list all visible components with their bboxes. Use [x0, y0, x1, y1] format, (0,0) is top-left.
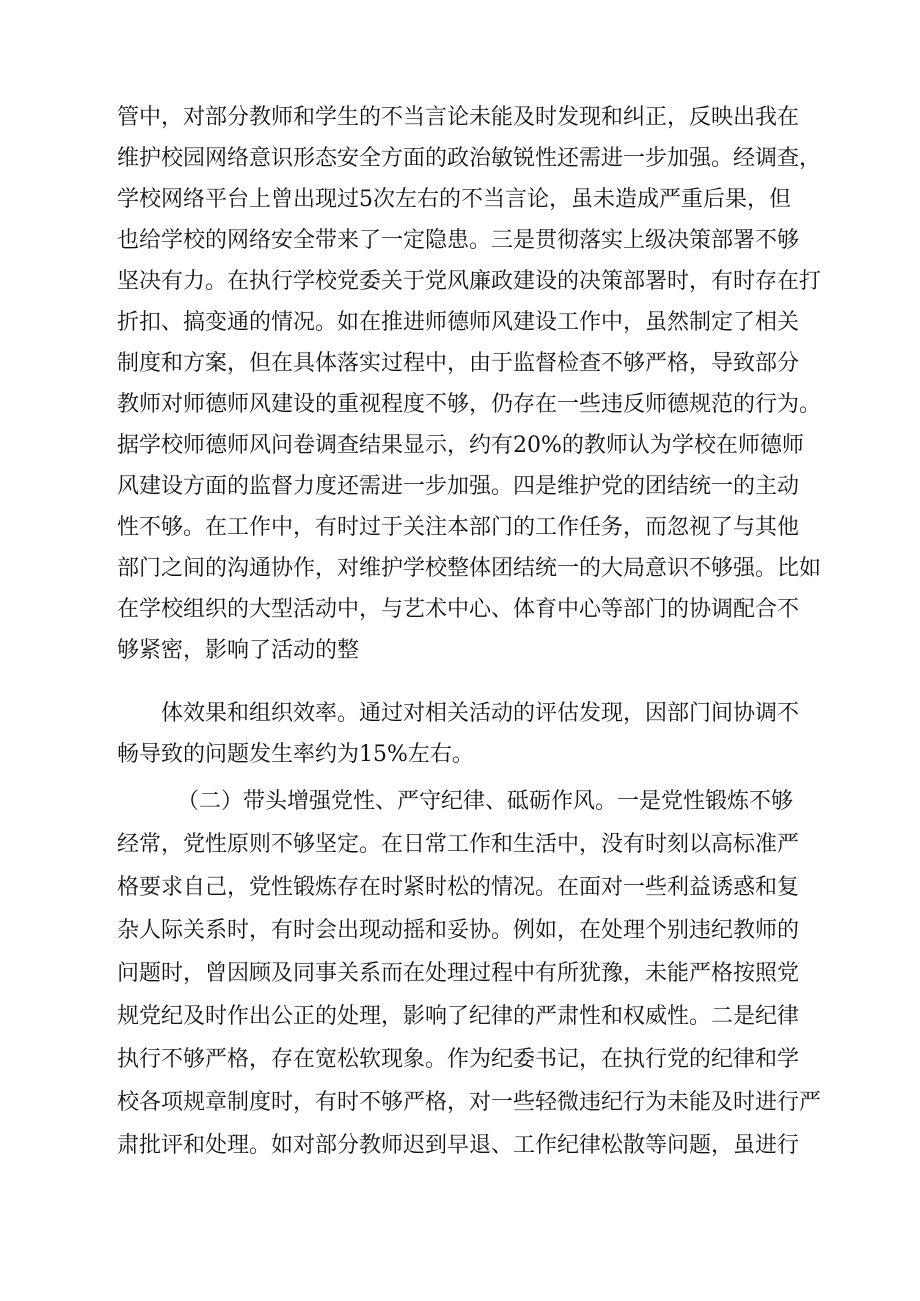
text-line: 校各项规章制度时，有时不够严格，对一些轻微违纪行为未能及时进行严: [117, 1090, 822, 1115]
text-line: 体效果和组织效率。通过对相关活动的评估发现，因部门间协调不: [161, 701, 800, 726]
text-line: 管中，对部分教师和学生的不当言论未能及时发现和纠正，反映出我在: [117, 105, 800, 130]
text-line: 教师对师德师风建设的重视程度不够，仍存在一些违反师德规范的行为。: [117, 392, 822, 417]
text-line: 经常，党性原则不够坚定。在日常工作和生活中，没有时刻以高标准严: [117, 832, 800, 857]
text-line: 风建设方面的监督力度还需进一步加强。四是维护党的团结统一的主动: [117, 474, 800, 499]
text-line: 执行不够严格，存在宽松软现象。作为纪委书记，在执行党的纪律和学: [117, 1047, 800, 1072]
text-line: 部门之间的沟通协作，对维护学校整体团结统一的大局意识不够强。比如: [117, 556, 822, 581]
text-line: 畅导致的问题发生率约为15%左右。: [117, 742, 474, 767]
text-line: 杂人际关系时，有时会出现动摇和妥协。例如，在处理个别违纪教师的: [117, 918, 800, 943]
text-line: 规党纪及时作出公正的处理，影响了纪律的严肃性和权威性。二是纪律: [117, 1004, 800, 1029]
text-line: 在学校组织的大型活动中，与艺术中心、体育中心等部门的协调配合不: [117, 597, 800, 622]
text-line: 问题时，曾因顾及同事关系而在处理过程中有所犹豫，未能严格按照党: [117, 961, 800, 986]
text-line: 性不够。在工作中，有时过于关注本部门的工作任务，而忽视了与其他: [117, 515, 800, 540]
section-heading: （二）带头增强党性、严守纪律、砥砺作风。一是党性锻炼不够: [177, 789, 794, 814]
text-line: 坚决有力。在执行学校党委关于党风廉政建设的决策部署时，有时存在打: [117, 269, 822, 294]
text-line: 格要求自己，党性锻炼存在时紧时松的情况。在面对一些利益诱惑和复: [117, 875, 800, 900]
text-line: 据学校师德师风问卷调查结果显示，约有20%的教师认为学校在师德师: [117, 433, 804, 458]
text-line: 制度和方案，但在具体落实过程中，由于监督检查不够严格，导致部分: [117, 351, 800, 376]
text-line: 也给学校的网络安全带来了一定隐患。三是贯彻落实上级决策部署不够: [117, 228, 800, 253]
text-line: 学校网络平台上曾出现过5次左右的不当言论，虽未造成严重后果，但: [117, 187, 791, 212]
text-line: 维护校园网络意识形态安全方面的政治敏锐性还需进一步加强。经调查，: [117, 146, 822, 171]
text-line: 够紧密，影响了活动的整: [117, 638, 360, 663]
text-line: 折扣、搞变通的情况。如在推进师德师风建设工作中，虽然制定了相关: [117, 310, 800, 335]
text-line: 肃批评和处理。如对部分教师迟到早退、工作纪律松散等问题，虽进行: [117, 1133, 800, 1158]
